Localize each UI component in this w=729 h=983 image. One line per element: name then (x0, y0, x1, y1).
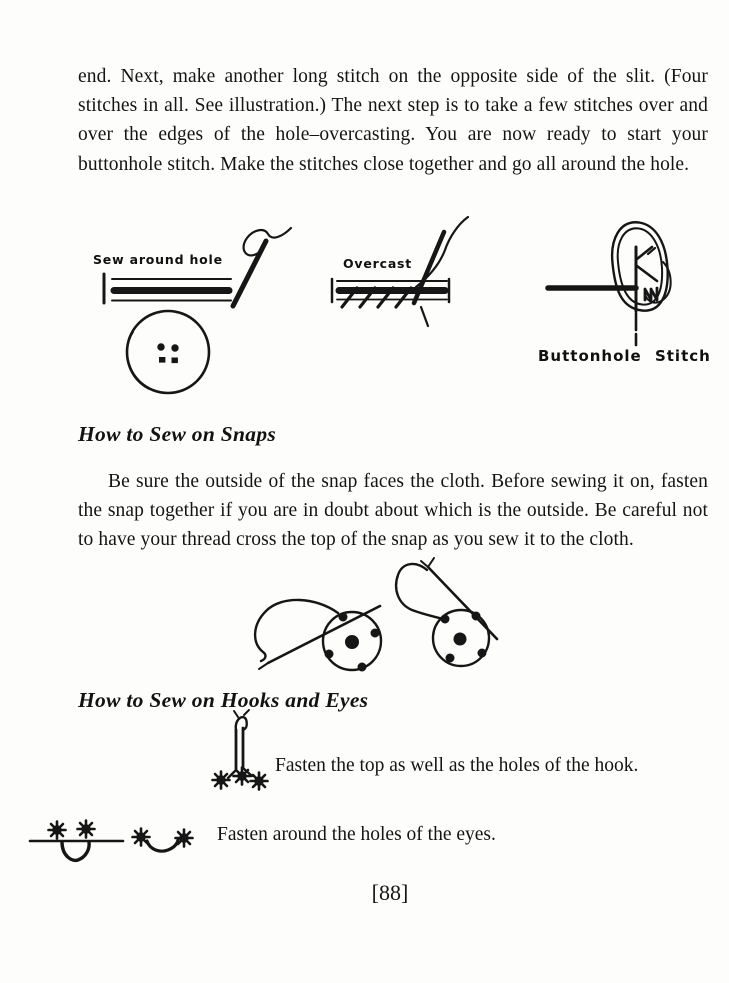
paragraph-snaps-instructions: Be sure the outside of the snap faces the cloth. Before sewing it on, fasten the snap together if you are in doubt about which is the outside. Be careful not to have your thread cross the top of the snap as you sew it to the cloth. (78, 471, 708, 551)
figure-label-sew-around-hole: Sew around hole (93, 252, 223, 267)
page-number: [88] (371, 880, 409, 905)
caption-fasten-eyes: Fasten around the holes of the eyes. (217, 824, 496, 845)
snaps-illustration (245, 555, 510, 680)
buttonhole-stitch-illustration (540, 216, 700, 348)
heading-how-to-sew-on-snaps: How to Sew on Snaps (78, 422, 277, 446)
eyes-illustration (25, 810, 200, 865)
figure-label-buttonhole-stitch: Buttonhole Stitch (538, 347, 711, 365)
hook-illustration (203, 708, 278, 798)
paragraph-buttonhole-instructions: end. Next, make another long stitch on the opposite side of the slit. (Four stitches in all. See illustration.) The next step is to take a few stitches over and over the edges of the hole–overcasting. You are now ready to start your buttonhole stitch. Make the stitches close together and go all around the hole. (78, 66, 708, 175)
figure-label-overcast: Overcast (343, 256, 413, 271)
overcast-illustration (325, 210, 480, 335)
sew-around-hole-illustration (85, 215, 305, 405)
caption-fasten-hook: Fasten the top as well as the holes of the hook. (275, 755, 639, 776)
heading-how-to-sew-on-hooks-and-eyes: How to Sew on Hooks and Eyes (78, 688, 369, 712)
